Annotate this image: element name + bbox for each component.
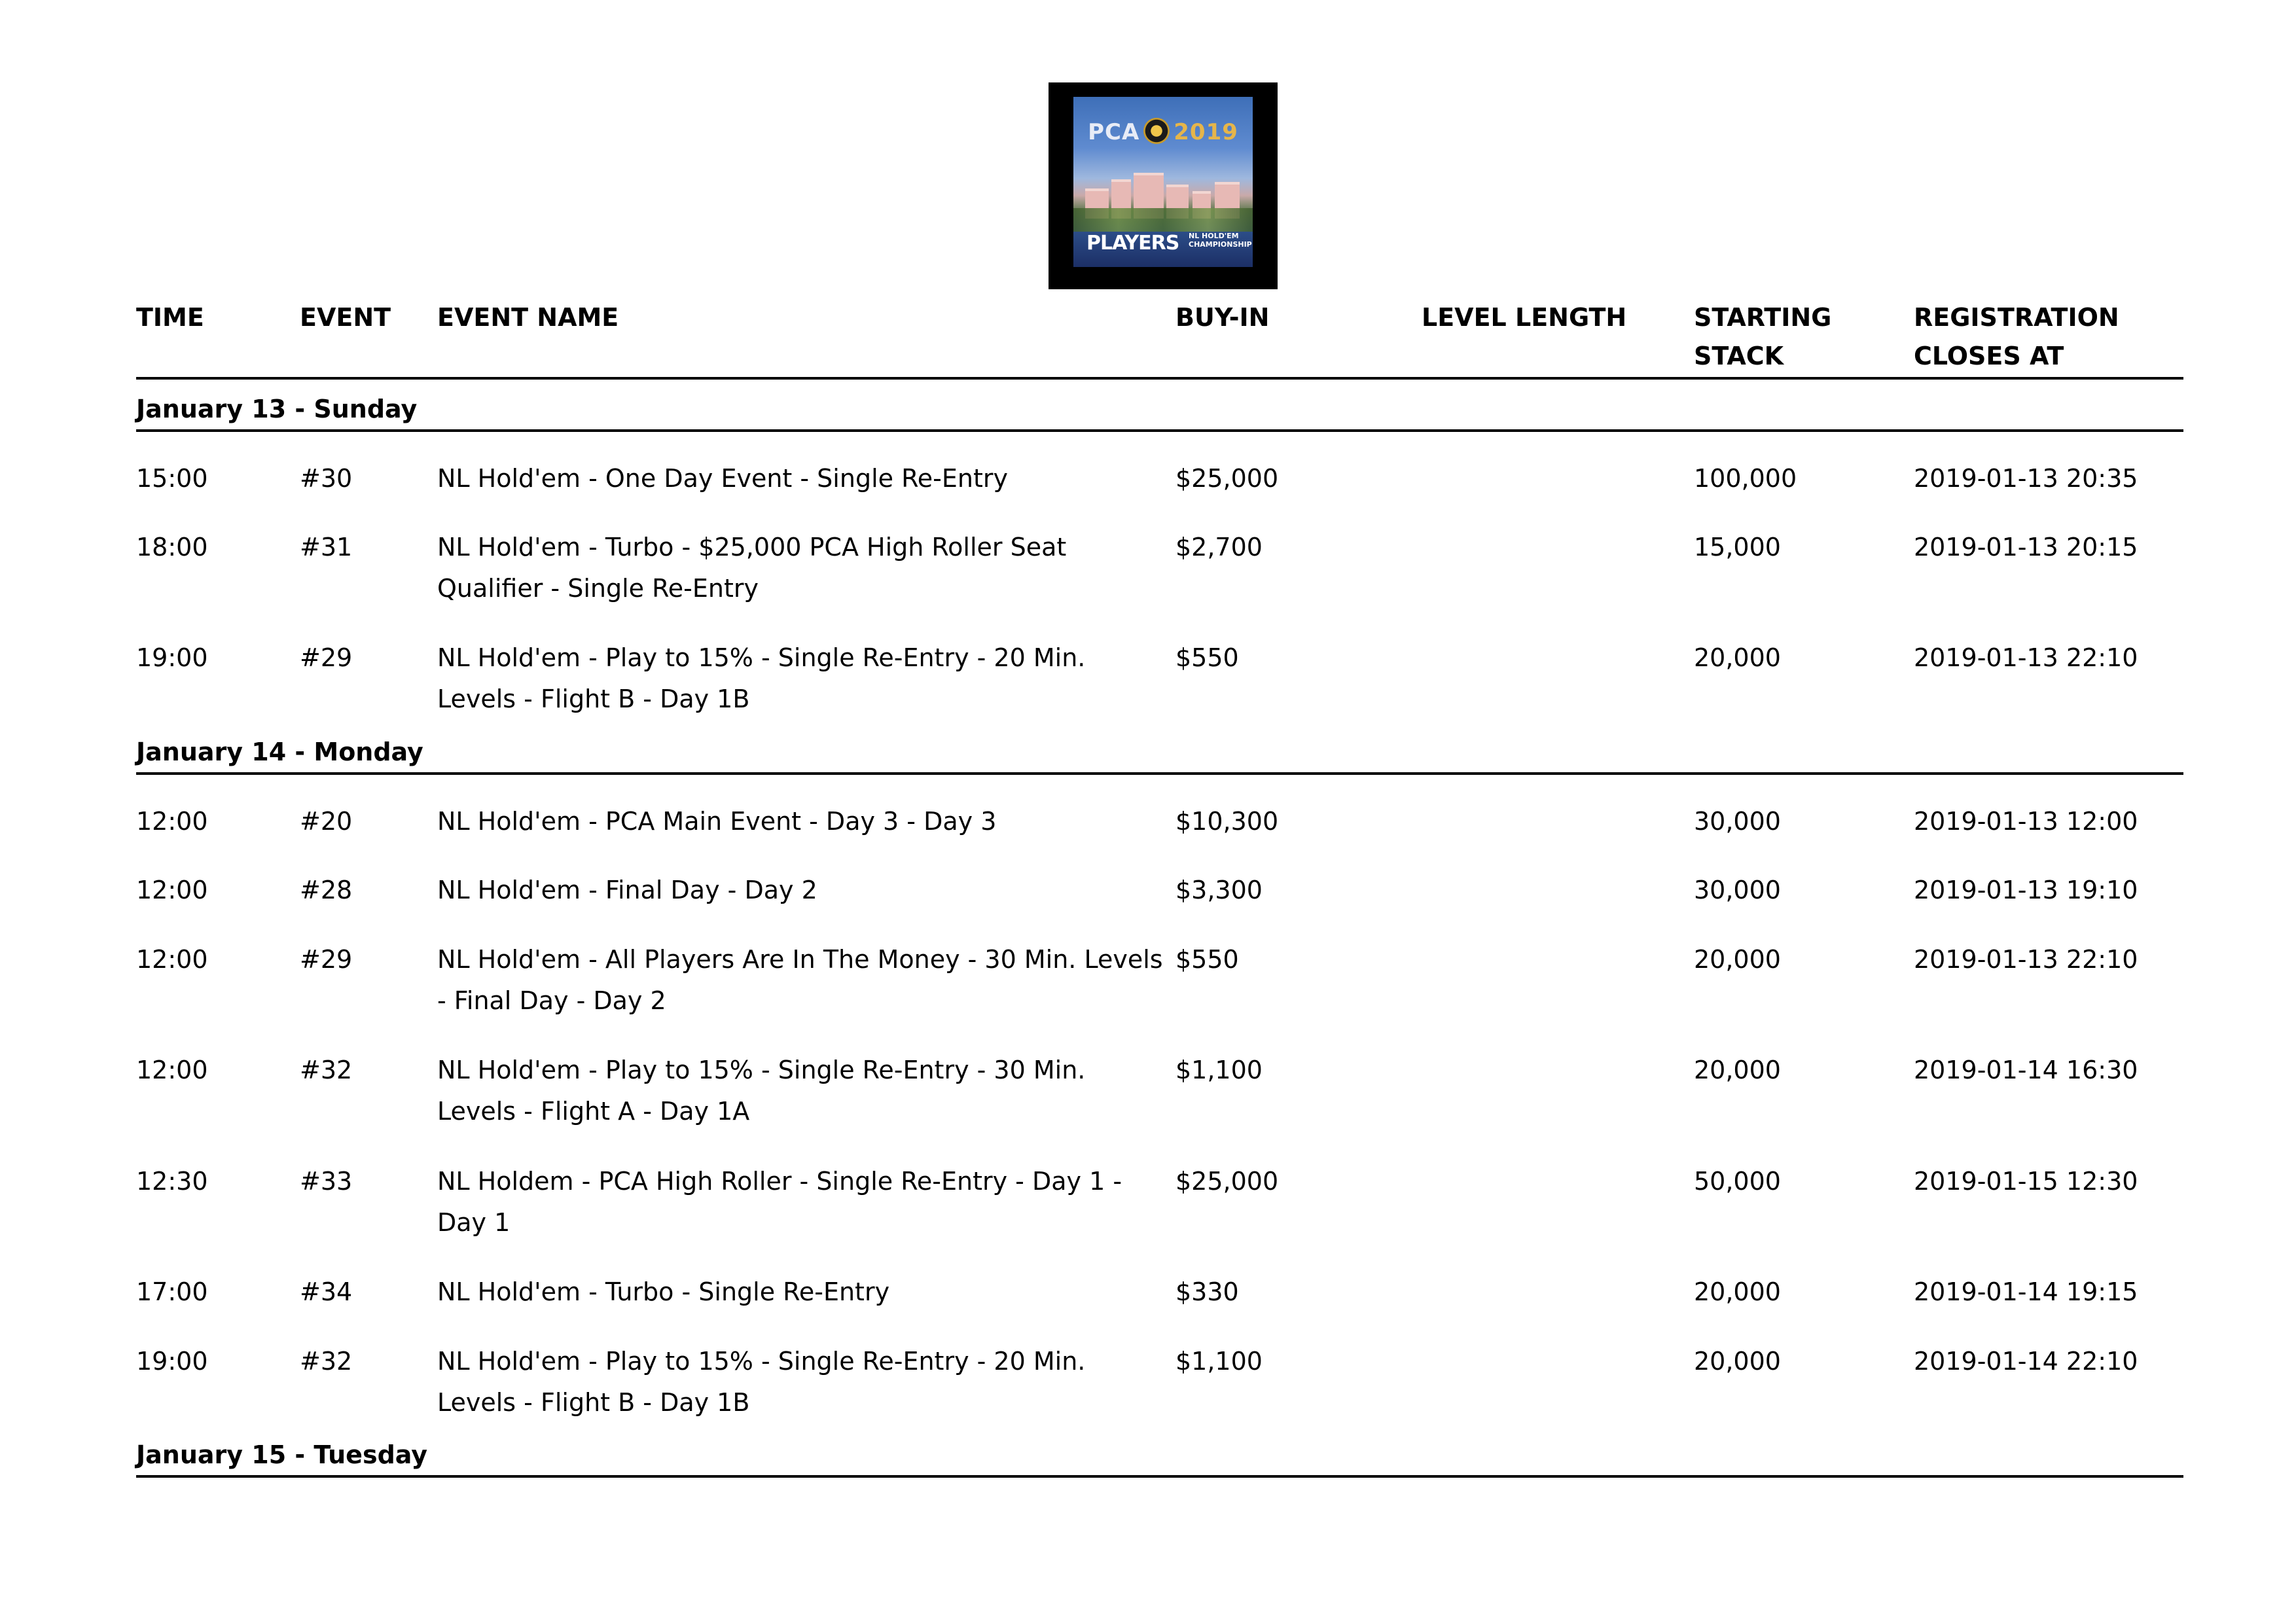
day-heading: January 14 - Monday — [136, 738, 423, 766]
cell-registration-closes: 2019-01-15 12:30 — [1914, 1167, 2138, 1196]
header-time: TIME — [136, 303, 204, 332]
cell-event-name: NL Holdem - PCA High Roller - Single Re-Entry - Day 1 - Day 1 — [437, 1167, 1122, 1237]
cell-buy-in: $550 — [1175, 643, 1239, 672]
header-event-name: EVENT NAME — [437, 303, 619, 332]
logo-title-year: 2019 — [1174, 119, 1238, 145]
cell-buy-in: $3,300 — [1175, 876, 1263, 904]
cell-starting-stack: 30,000 — [1694, 807, 1781, 836]
cell-starting-stack: 30,000 — [1694, 876, 1781, 904]
cell-event: #32 — [300, 1347, 353, 1376]
cell-event-name: NL Hold'em - Play to 15% - Single Re-Entry - 30 Min. Levels - Flight A - Day 1A — [437, 1056, 1086, 1126]
cell-registration-closes: 2019-01-14 22:10 — [1914, 1347, 2138, 1376]
cell-event: #31 — [300, 533, 353, 562]
cell-starting-stack: 20,000 — [1694, 1056, 1781, 1084]
cell-time: 12:30 — [136, 1167, 208, 1196]
cell-event-name: NL Hold'em - All Players Are In The Money - 30 Min. Levels - Final Day - Day 2 — [437, 945, 1163, 1015]
cell-time: 19:00 — [136, 1347, 208, 1376]
cell-buy-in: $1,100 — [1175, 1056, 1263, 1084]
cell-time: 12:00 — [136, 1056, 208, 1084]
cell-buy-in: $2,700 — [1175, 533, 1263, 562]
cell-buy-in: $10,300 — [1175, 807, 1279, 836]
cell-starting-stack: 100,000 — [1694, 464, 1797, 493]
cell-event: #29 — [300, 643, 353, 672]
cell-event-name: NL Hold'em - One Day Event - Single Re-Entry — [437, 464, 1008, 493]
logo-title — [1073, 119, 1253, 147]
logo-subtitle: NL HOLD'EM CHAMPIONSHIP — [1189, 232, 1252, 249]
cell-registration-closes: 2019-01-13 22:10 — [1914, 643, 2138, 672]
poker-chip-icon — [1143, 118, 1170, 144]
cell-time: 15:00 — [136, 464, 208, 493]
event-logo — [1049, 82, 1278, 289]
cell-event: #33 — [300, 1167, 353, 1196]
cell-buy-in: $1,100 — [1175, 1347, 1263, 1376]
cell-event-name: NL Hold'em - Final Day - Day 2 — [437, 876, 817, 904]
cell-event-name: NL Hold'em - Turbo - Single Re-Entry — [437, 1277, 890, 1306]
cell-time: 17:00 — [136, 1277, 208, 1306]
cell-event: #32 — [300, 1056, 353, 1084]
cell-time: 18:00 — [136, 533, 208, 562]
cell-registration-closes: 2019-01-13 19:10 — [1914, 876, 2138, 904]
cell-starting-stack: 20,000 — [1694, 945, 1781, 974]
cell-buy-in: $25,000 — [1175, 1167, 1279, 1196]
cell-event: #34 — [300, 1277, 353, 1306]
cell-buy-in: $550 — [1175, 945, 1239, 974]
day-heading: January 13 - Sunday — [136, 395, 418, 423]
palm-trees — [1073, 208, 1253, 232]
cell-starting-stack: 50,000 — [1694, 1167, 1781, 1196]
cell-event: #29 — [300, 945, 353, 974]
cell-time: 12:00 — [136, 945, 208, 974]
header-buy-in: BUY-IN — [1175, 303, 1270, 332]
header-registration-closes: REGISTRATION CLOSES AT — [1914, 303, 2119, 370]
logo-title-left: PCA — [1088, 119, 1140, 145]
header-divider — [136, 377, 2183, 380]
cell-starting-stack: 20,000 — [1694, 1277, 1781, 1306]
day-heading: January 15 - Tuesday — [136, 1440, 428, 1469]
cell-registration-closes: 2019-01-13 20:35 — [1914, 464, 2138, 493]
cell-event-name: NL Hold'em - Play to 15% - Single Re-Entry - 20 Min. Levels - Flight B - Day 1B — [437, 643, 1086, 713]
cell-registration-closes: 2019-01-13 22:10 — [1914, 945, 2138, 974]
day-divider — [136, 1475, 2183, 1478]
cell-buy-in: $25,000 — [1175, 464, 1279, 493]
day-divider — [136, 429, 2183, 432]
cell-registration-closes: 2019-01-14 16:30 — [1914, 1056, 2138, 1084]
cell-event-name: NL Hold'em - PCA Main Event - Day 3 - Day 3 — [437, 807, 997, 836]
day-divider — [136, 772, 2183, 775]
cell-starting-stack: 15,000 — [1694, 533, 1781, 562]
cell-buy-in: $330 — [1175, 1277, 1239, 1306]
cell-event: #20 — [300, 807, 353, 836]
cell-starting-stack: 20,000 — [1694, 643, 1781, 672]
header-event: EVENT — [300, 303, 391, 332]
header-starting-stack: STARTING STACK — [1694, 303, 1832, 370]
logo-artwork — [1073, 97, 1253, 267]
cell-event: #28 — [300, 876, 353, 904]
cell-event: #30 — [300, 464, 353, 493]
header-level-length: LEVEL LENGTH — [1422, 303, 1627, 332]
cell-time: 19:00 — [136, 643, 208, 672]
cell-event-name: NL Hold'em - Turbo - $25,000 PCA High Roller Seat Qualifier - Single Re-Entry — [437, 533, 1067, 603]
cell-time: 12:00 — [136, 876, 208, 904]
cell-time: 12:00 — [136, 807, 208, 836]
logo-players-text: PLAYERS — [1086, 232, 1179, 255]
cell-registration-closes: 2019-01-14 19:15 — [1914, 1277, 2138, 1306]
cell-event-name: NL Hold'em - Play to 15% - Single Re-Entry - 20 Min. Levels - Flight B - Day 1B — [437, 1347, 1086, 1417]
cell-registration-closes: 2019-01-13 20:15 — [1914, 533, 2138, 562]
cell-starting-stack: 20,000 — [1694, 1347, 1781, 1376]
cell-registration-closes: 2019-01-13 12:00 — [1914, 807, 2138, 836]
